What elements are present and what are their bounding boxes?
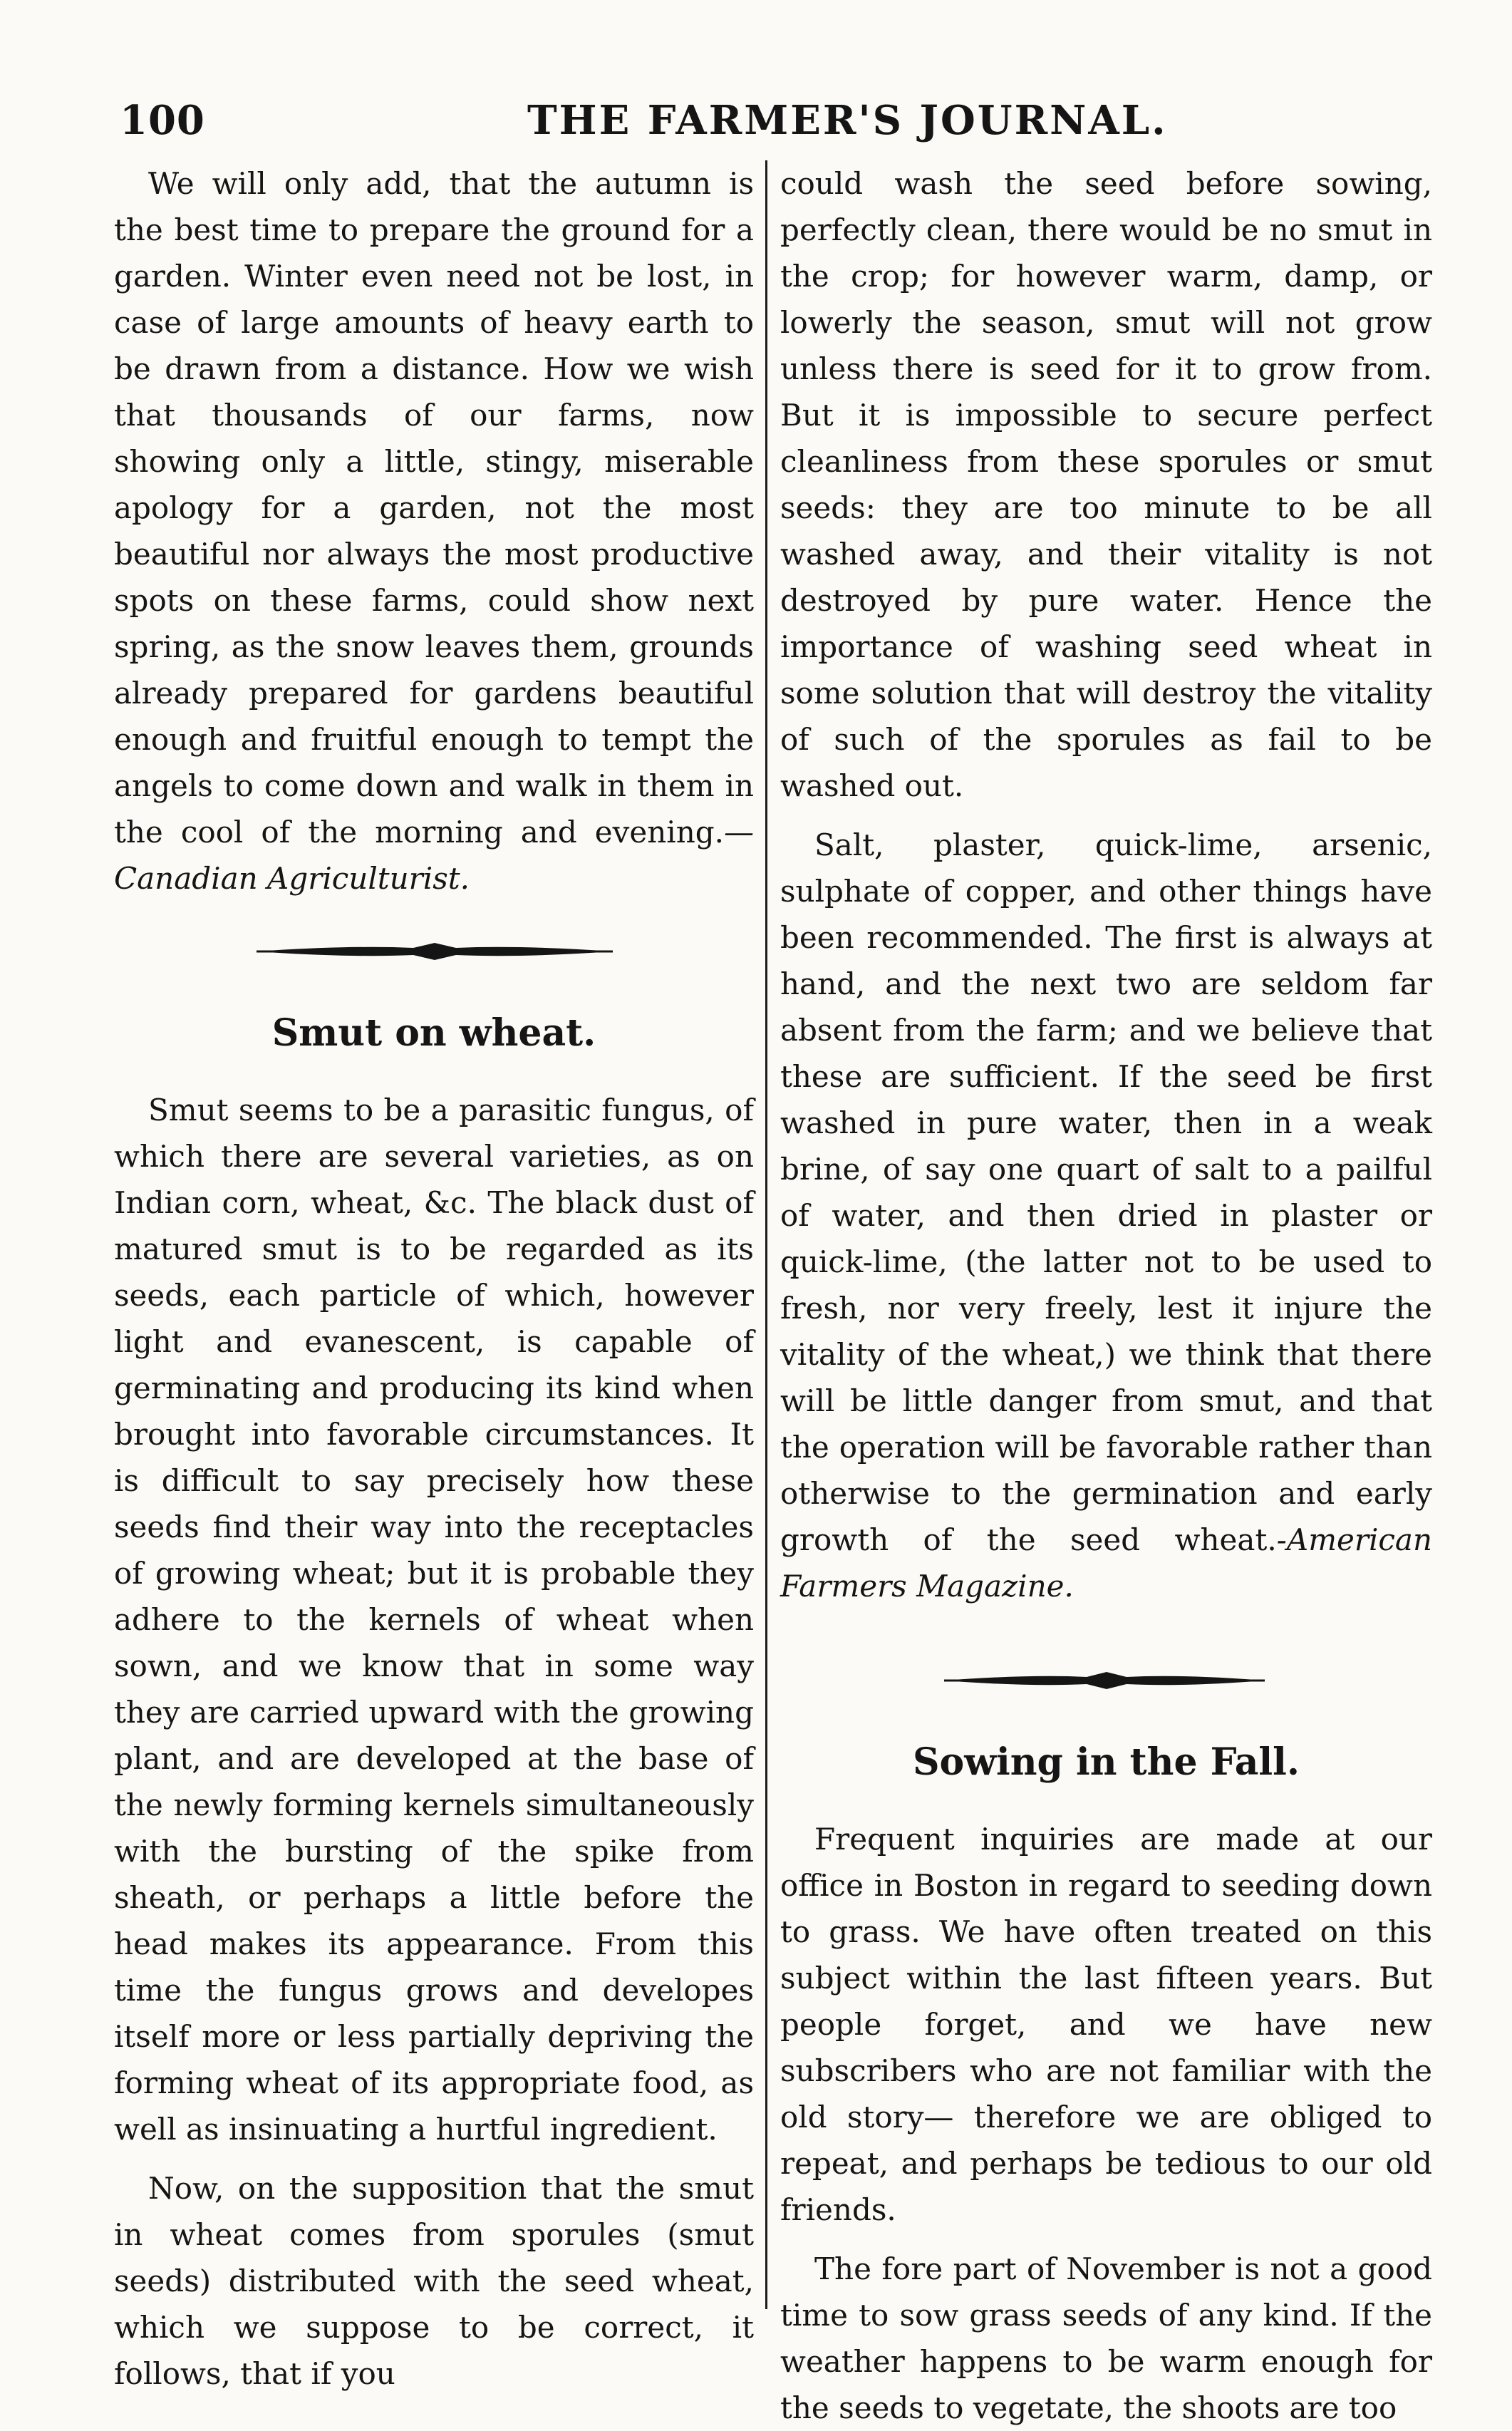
- sowing-paragraph-2-start: The fore part of November is not a good time to sow grass seeds of any kind. If the weather happens to be warm enough for the seeds to vegetate, the shoots are too: [780, 2251, 1432, 2425]
- page-number: 100: [120, 97, 205, 144]
- smut-paragraph-1: Smut seems to be a parasitic fungus, of which there are several varieties, as on Indian corn, wheat, &c. The black dust of matured smut is to be regarded as its seeds, each particle of which, however light and evanescent, is capable of germinating and producing its kind when brought into favorable circumstances. It is difficult to say precisely how these seeds find their way into the receptacles of growing wheat; but it is probable they adhere to the kernels of wheat when sown, and we know that in some way they are carried upward with the growing plant, and are developed at the base of the newly forming kernels simultaneously with the bursting of the spike from sheath, or perhaps a little before the head makes its appearance. From this time the fungus grows and developes itself more or less partially depriving the forming wheat of its appropriate food, as well as insinuating a hurtful ingredient.: [114, 1093, 754, 2147]
- garden-source: —Canadian Agriculturist.: [114, 815, 754, 896]
- divider-ornament: [780, 1659, 1432, 1702]
- left-column: [114, 160, 754, 2397]
- smut-paragraph-2-end: could wash the seed before sowing, perfectly clean, there would be no smut in the crop; for however warm, damp, or lowerly the season, smut will not grow unless there is seed for it to grow from. But it is impossible to secure perfect cleanliness from these sporules or smut seeds: they are too minute to be all washed away, and their vitality is not destroyed by pure water. Hence the importance of washing seed wheat in some solution that will destroy the vitality of such of the sporules as fail to be washed out.: [780, 166, 1432, 803]
- smut-source: -American Farmers Magazine.: [780, 1522, 1432, 1604]
- divider-ornament: [114, 930, 754, 973]
- smut-article-title: Smut on wheat.: [271, 1011, 596, 1055]
- sowing-article-title: Sowing in the Fall.: [912, 1740, 1300, 1784]
- column-rule: [765, 160, 767, 2309]
- page-header: [0, 93, 1512, 150]
- smut-paragraph-2-start: Now, on the supposition that the smut in wheat comes from sporules (smut seeds) distributed with the seed wheat, which we suppose to be correct, it follows, that if you: [114, 2171, 754, 2391]
- sowing-paragraph-1: Frequent inquiries are made at our office in Boston in regard to seeding down to grass. We have often treated on this subject within the last fifteen years. But people forget, and we have new subscribers who are not familiar with the old story— therefore we are obliged to repeat, and perhaps be tedious to our old friends.: [780, 1822, 1432, 2227]
- right-column: [780, 160, 1432, 2431]
- smut-paragraph-3-text: Salt, plaster, quick-lime, arsenic, sulphate of copper, and other things have been recommended. The first is always at hand, and the next two are seldom far absent from the farm; and we believe that these are sufficient. If the seed be first washed in pure water, then in a weak brine, of say one quart of salt to a pailful of water, and then dried in plaster or quick-lime, (the latter not to be used to fresh, nor very freely, lest it injure the vitality of the wheat,) we think that there will be little danger from smut, and that the operation will be favorable rather than otherwise to the germination and early growth of the seed wheat.: [780, 827, 1432, 1557]
- garden-text: We will only add, that the autumn is the best time to prepare the ground for a garden. Winter even need not be lost, in case of large amounts of heavy earth to be drawn from a distance. How we wish that thousands of our farms, now showing only a little, stingy, miserable apology for a garden, not the most beautiful nor always the most productive spots on these farms, could show next spring, as the snow leaves them, grounds already prepared for gardens beautiful enough and fruitful enough to tempt the angels to come down and walk in them in the cool of the morning and evening.: [114, 166, 754, 850]
- journal-title: THE FARMER'S JOURNAL.: [527, 97, 1168, 144]
- section-divider: [114, 930, 754, 973]
- section-divider: [780, 1659, 1432, 1702]
- garden-article-continuation: [114, 160, 754, 902]
- smut-paragraph-3: [780, 822, 1432, 1609]
